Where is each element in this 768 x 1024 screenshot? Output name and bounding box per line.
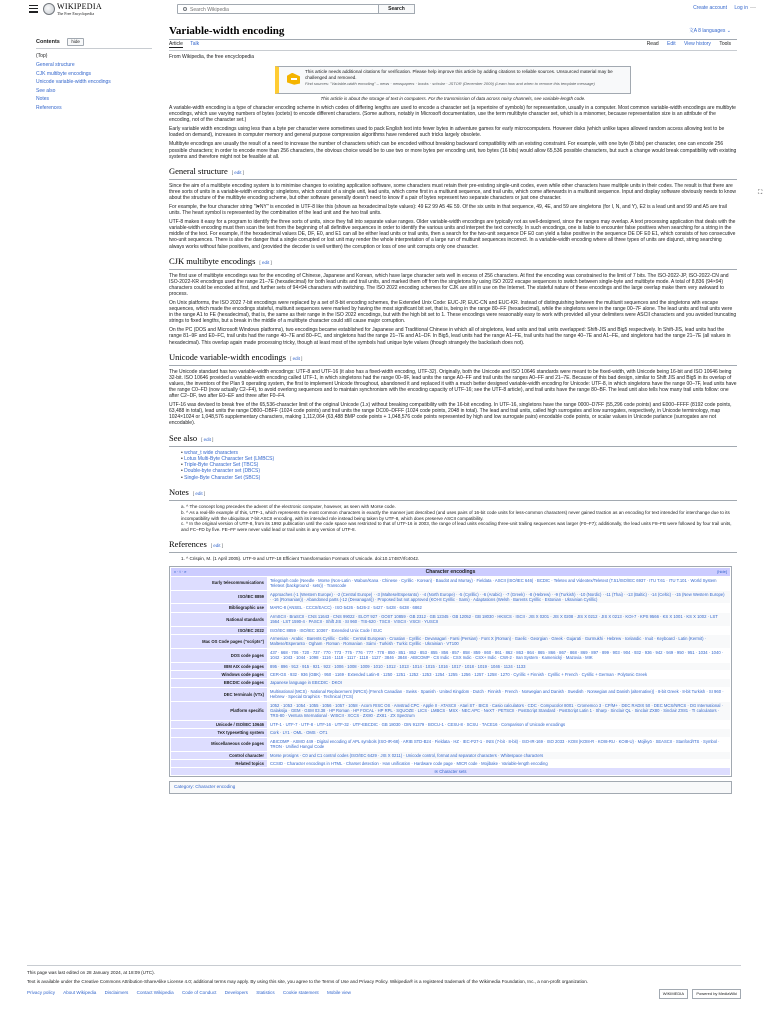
article-content xyxy=(169,25,737,794)
navbox-group[interactable]: ISO/IEC 8859 xyxy=(171,591,267,604)
tab-tools[interactable]: Tools xyxy=(719,41,731,47)
footer-link-developers[interactable]: Developers xyxy=(224,990,248,995)
navbox-row xyxy=(171,577,730,590)
navbox-row xyxy=(171,688,730,701)
section-edit-link[interactable]: [ edit ] xyxy=(192,490,206,496)
section-heading-cjk xyxy=(169,256,737,270)
navbox-footer-label[interactable]: Character sets xyxy=(439,769,467,775)
navbox-list[interactable]: Approaches (-1 (Western Europe) · -2 (Central Europe) · -3 (Maltese/Esperanto) · -4 (North Europe) · -5 (Cyrillic) · -6 (Arabic) · -7 (Greek) · -8 (Hebrew) · -9 (Turkish) · -10 (Nordic) · -11 (Thai) · -13 (Baltic) · -14 (Celtic) · -15 (New Western Europe) · -16 (Romanian)) · Abandoned parts (-12 (Devanagari)) · Proposed but not approved (KOI-8 Cyrillic · Sami) · Adaptations (Welsh · Barents Cyrillic · Estonian · Ukrainian Cyrillic) xyxy=(267,591,730,604)
section-paragraph: For example, the four character string "I♥NY" is encoded in UTF-8 like this (shown as hexadecimal byte values): 49 E2 99 A5 4E 59. Of the six units in that sequence, 49, 4E, and 59 are singletons (for I, N, and Y), E2 is a lead unit and 99 and A5 are trail units. The heart symbol is represented by the combination of the lead unit and the two trail units. xyxy=(169,203,727,217)
language-button[interactable]: 文A 8 languages ⌄ xyxy=(688,28,731,34)
navbox-group[interactable]: ISO/IEC 2022 xyxy=(171,627,267,634)
section-edit-link[interactable]: [ edit ] xyxy=(201,436,214,442)
section-title: Notes xyxy=(169,486,189,497)
logo-tagline: The Free Encyclopedia xyxy=(57,11,95,16)
table-of-contents xyxy=(36,38,152,113)
navbox-row xyxy=(171,738,730,751)
search-box xyxy=(177,4,396,14)
footer-badges xyxy=(656,989,741,999)
navbox-list[interactable]: Japanese language in EBCDIC · DKOI xyxy=(267,679,730,686)
navbox-group: Related topics xyxy=(171,760,267,767)
navbox-row xyxy=(171,591,730,604)
book-icon xyxy=(287,73,300,85)
reference-item: 1. ^ Crispin, M. (1 April 2005). UTF-9 and UTF-18 Efficient Transformation Formats of Unicode. doi:10.17487/rfc4042. xyxy=(181,555,420,561)
see-also-item[interactable]: • Double-byte character set (DBCS) xyxy=(181,468,737,474)
toc-divider xyxy=(36,48,152,49)
intro-paragraph: A variable-width encoding is a type of character encoding scheme in which codes of differing lengths are used to encode a character set (a repertoire of symbols) for representation, usually in a computer. Most common variable-width encodings are multibyte encodings, which use varying numbers of bytes (octets) to encode different characters. (Some authors, notably in Microsoft documentation, use the term multibyte character set, which is a misnomer, because representation size is an attribute of the encoding, not of the character set.) xyxy=(169,104,736,124)
section-title: CJK multibyte encodings xyxy=(169,255,256,266)
site-header xyxy=(0,0,768,20)
section-edit-link[interactable]: [ edit ] xyxy=(290,355,303,361)
see-also-item[interactable]: • Single-Byte Character Set (SBCS) xyxy=(181,475,737,481)
footer-link-contact[interactable]: Contact Wikipedia xyxy=(136,990,174,995)
ambox-find-sources[interactable]: Find sources: "Variable-width encoding" – news · newspapers · books · scholar · JSTOR (December 2009) (Learn how and when to remove this template message) xyxy=(305,81,595,87)
toc-item-top[interactable]: (Top) xyxy=(36,53,48,60)
language-count: 8 languages xyxy=(698,28,726,34)
toc-item-notes[interactable]: Notes xyxy=(36,96,50,103)
category-links xyxy=(169,781,732,793)
navbox-list[interactable]: ISO/IEC 8859 · ISO/IEC 10367 · Extended Unix Code / EUC xyxy=(270,627,383,633)
toc-item-see-also[interactable]: See also xyxy=(36,87,56,94)
section-edit-link[interactable]: [ edit ] xyxy=(231,169,245,175)
toc-item-general-structure[interactable]: General structure xyxy=(36,62,75,69)
footer-link-disclaimers[interactable]: Disclaimers xyxy=(104,990,129,995)
references-list xyxy=(181,556,737,562)
section-paragraph: Since the aim of a multibyte encoding system is to minimise changes to existing application software, some characters must retain their pre-existing single-unit codes, even while other characters have multiple units in their codes. The result is that there are three sorts of units in a variable-width encoding: singletons, which consist of a single unit, lead units, which come first in a multiunit sequence, and trail units, which come afterwards in a multiunit sequence. Input and display software obviously needs to know about the structure of the multibyte encoding scheme, but other software generally doesn't need to know if a pair of bytes represent two separate characters or just one character. xyxy=(169,182,736,201)
navbox-row xyxy=(171,604,730,611)
footer-link-mobile[interactable]: Mobile view xyxy=(326,990,351,995)
navbox-list[interactable]: Multinational (MCS) · National Replacement (NRCS) (French Canadian · Swiss · Spanish · United Kingdom · Dutch · Finnish · French · Norwegian and Danish · Swedish · Norwegian and Danish (alternative)) · 8-bit Greek · 8-bit Turkish · SI 960 · Hebrew · Special Graphics · Technical (TCS) xyxy=(270,688,724,700)
navbox-group[interactable]: Mac OS Code pages ("scripts") xyxy=(171,635,267,648)
navbox-list[interactable]: Cork · LY1 · OML · OMS · OT1 xyxy=(267,729,730,736)
section-title: See also xyxy=(169,432,198,443)
section-paragraph: The Unicode standard has two variable-width encodings: UTF-8 and UTF-16 (it also has a fixed-width encoding, UTF-32). Originally, both the Unicode and ISO 10646 standards were meant to be fixed-width, with Unicode being 16-bit and ISO 10646 being 32-bit. ISO 10646 provided a variable-width encoding called UTF-1, in which singletons had the range 00–9F, lead units the range A0–FF and trail units the ranges A0–FF and 21–7E. Because of this bad design, similar to Shift JIS and Big5 in its overlap of values, the inventors of the Plan 9 operating system, the first to implement Unicode throughout, abandoned it and replaced it with a much better designed variable-width encoding for Unicode: UTF-8, in which singletons have the range 00–7F, lead units have the range C0–FD (now actually C2–F4), to avoid overlong sequences and to maintain synchronism with the encoding capacity of UTF-16; see the UTF-8 article), and trail units have the range 80–BF. The lead unit also tells how many trail units follow: one after C2–DF, two after E0–EF and three after F0–F4. xyxy=(169,368,737,400)
navbox-group: Bibliographic use xyxy=(171,604,267,611)
navbox-list[interactable]: CER-GS · 932 · 936 (GBK) · 950 · 1169 · Extended Latin-8 · 1250 · 1251 · 1252 · 1253 · 1254 · 1255 · 1256 · 1257 · 1258 · 1270 · Cyrillic + Finnish · Cyrillic + French · Cyrillic + German · Polytonic Greek xyxy=(270,672,648,678)
navbox-group[interactable]: DOS code pages xyxy=(171,649,267,662)
toc-item-unicode[interactable]: Unicode variable-width encodings xyxy=(36,79,111,86)
navbox-vte-links[interactable]: v · t · e xyxy=(174,568,187,574)
mediawiki-badge[interactable]: Powered by MediaWiki xyxy=(692,989,741,999)
navbox-row xyxy=(171,663,730,670)
notes-list xyxy=(181,504,737,533)
footer-link-cookies[interactable]: Cookie statement xyxy=(282,990,319,995)
tab-talk[interactable]: Talk xyxy=(190,41,200,47)
wikipedia-globe-icon[interactable] xyxy=(43,3,55,15)
navbox-list[interactable]: ArmSCII · BraSCII · CNS 11643 · CNS 99022 · ELOT 927 · GOST 10859 · GB 2312 · GB 12345 · GB 12052 · GB 18030 · HKSCS · ISCII · JIS X 0201 · JIS X 0208 · JIS X 0212 · JIS X 0213 · KOI-7 · KPS 9566 · KS X 1001 · KS X 1002 · LST 1564 · LST 1590-4 · PASCII · Shift JIS · SI 960 · TIS-620 · TSCII · VISCII · VSCII · YUSCII xyxy=(267,613,730,626)
navbox-group[interactable]: EBCDIC code pages xyxy=(171,679,267,686)
more-options-icon[interactable]: ··· xyxy=(750,5,756,11)
toc-title: Contents xyxy=(36,39,60,45)
ambox-text: This article needs additional citations for verification. Please help improve this article by adding citations to reliable sources. Unsourced material may be challenged and removed. xyxy=(305,68,613,80)
toc-item-references[interactable]: References xyxy=(36,104,62,111)
section-title: Unicode variable-width encodings xyxy=(169,351,287,362)
note-item: b. ^ As a real-life example of this, UTF-1, which represents the most common characters in exactly the manner just described (and uses pairs of 16-bit code units for less-common characters) never gained traction as an encoding for text intended for interchange due to its incompatibility with the ubiquitous 7-bit ASCII encoding, with its intended role instead being taken by UTF-8, which does preserve ASCII compatibility. xyxy=(181,509,730,521)
last-edited: This page was last edited on 28 January 2024, at 18:09 (UTC). xyxy=(27,970,155,975)
navbox-list[interactable]: Telegraph code (Needle · Morse (Non-Latin · Wabun/Kana · Chinese · Cyrillic · Korean) · Baudot and Murray) · Fieldata · ASCII (ISO/IEC 646) · BCDIC · Teletex and Videotex/Teletext (T.51/ISO/IEC 6937 · ITU T.61 · ITU T.101 · World System Teletext (background · sets)) · Transcode xyxy=(270,577,717,589)
navbox-group: National standards xyxy=(171,613,267,626)
tab-read[interactable]: Read xyxy=(646,41,659,47)
navbox-list[interactable]: ABICOMP · ASMO 449 · Digital encoding of APL symbols (ISO-IR-68) · ARIB STD-B24 · Fieldata · HZ · IEC-P27-1 · INIS (7-bit · 8-bit) · ISO-IR-169 · ISO 2033 · KOI8 (KOI8-R · KOI8-RU · KOI8-U) · Mojikyō · SEASCII · Stanford/ITS · Symbol · TRON · Unified Hangul Code xyxy=(270,738,720,750)
see-also-item[interactable]: • Lotus Multi-Byte Character Set (LMBCS) xyxy=(181,456,737,462)
navbox-group[interactable]: Windows code pages xyxy=(171,671,267,678)
navbox-list[interactable]: 1052 · 1053 · 1054 · 1055 · 1056 · 1057 · 1058 · Acorn RISC OS · Amstrad CPC · Apple II · ATASCII · Atari ST · BICS · Casio calculators · CDC · Compucolor 8001 · Cromemco 3 · CP/M+ · DEC RADIX 50 · DEC MCS/NRCS · DG International · Galaksija · GEM · GSM 03.38 · HP Roman · HP FOCAL · HP RPL · SQUOZE · LICS · LMBCS · MSX · NEC APC · NeXT · PETSCII · PostScript Standard · PostScript Latin 1 · Sharp · Sinclair QL · Sinclair ZX80 · Sinclair ZX81 · TI calculators · TRS-80 · Ventura International · WISCII · XCCS · ZX80 · ZX81 · ZX Spectrum xyxy=(267,702,730,720)
footer-links xyxy=(27,990,741,996)
tabs-divider xyxy=(169,50,737,51)
intro-paragraph: Multibyte encodings are usually the result of a need to increase the number of characters which can be encoded without breaking backward compatibility with an existing constraint. For example, with one byte (8 bits) per character, one can encode 256 possible characters; in order to encode more than 256 characters, the obvious choice would be to use two or more bytes per encoding unit, two bytes (16 bits) would allow 65,536 possible characters, but such a change would break compatibility with existing systems and therefore might not be feasible at all. xyxy=(169,141,737,160)
section-title: References xyxy=(169,538,207,549)
navbox-group[interactable]: DEC terminals (VTx) xyxy=(171,688,267,701)
site-sub: From Wikipedia, the free encyclopedia xyxy=(169,54,255,60)
navbox-group: Miscellaneous code pages xyxy=(171,738,267,751)
navbox-row xyxy=(171,679,730,686)
section-paragraph: UTF-8 makes it easy for a program to identify the three sorts of units, since they fall into separate value ranges. Older variable-width encodings are typically not as well-designed, since the ranges may overlap. A text processing application that deals with the variable-width encoding must then scan the text from the beginning of all definitive sequences in order to identify the various units and interpret the text correctly. In such encodings, one is liable to encounter false positives when searching for a string in the middle of the text. For example, if the hexadecimal values DE, DF, E0, and E1 can all be either lead units or trail units, then a search for the two-unit sequence DF E0 can yield a false positive in the sequence DE DF E0 E1, which consists of two consecutive two-unit sequences. There is also the danger that a single corrupted or lost unit may render the whole interpretation of a large run of multiunit sequences incorrect. In a variable-width encoding where all three types of units are disjunct, string searching always works without false positives, and (provided the decoder is well written) the corruption or loss of one unit corrupts only one character. xyxy=(169,219,736,250)
citation-ambox xyxy=(275,66,631,94)
logo-wordmark[interactable]: WIKIPEDIA xyxy=(57,2,102,11)
note-item: a. ^ The concept long precedes the advent of the electronic computer, however, as seen with Morse code. xyxy=(181,503,396,509)
navbox-row xyxy=(171,752,730,759)
navbox-list[interactable]: UTF-1 · UTF-7 · UTF-8 · UTF-16 · UTF-32 · UTF-EBCDIC · GB 18030 · DIN 91379 · BOCU-1 · CESU-8 · SCSU · TACE16 · Comparison of Unicode encodings xyxy=(270,721,566,727)
toc-heading xyxy=(36,38,152,46)
navbox-hide-button[interactable]: [hide] xyxy=(717,568,727,574)
navbox-row xyxy=(171,721,730,728)
see-also-item[interactable]: • wchar_t wide characters xyxy=(181,450,737,456)
log-in-link[interactable]: Log in xyxy=(734,5,748,11)
navbox-list[interactable]: Morse prosigns · C0 and C1 control codes (ISO/IEC 6429 · JIS X 0211) · Unicode control, format and separator characters · Whitespace characters xyxy=(267,752,730,759)
navbox-row xyxy=(171,729,730,736)
toc-hide-button[interactable]: hide xyxy=(67,38,84,46)
category-item[interactable]: Character encoding xyxy=(195,784,236,790)
navbox-group[interactable]: Control character xyxy=(171,752,267,759)
page-tabs xyxy=(169,41,737,50)
navbox-group[interactable]: Unicode / ISO/IEC 10646 xyxy=(171,721,267,728)
navbox-group: Early telecommunications xyxy=(171,577,267,590)
intro-paragraph: Early variable width encodings using less than a byte per character were sometimes used to pack English text into fewer bytes in adventure games for early microcomputers. However disks (which unlike tapes allowed random access allowing text to be loaded on demand), increases in computer memory and general purpose compression algorithms have rendered such tricks largely obsolete. xyxy=(169,126,725,139)
wikimedia-badge[interactable]: WIKIMEDIA xyxy=(659,989,688,999)
page-title: Variable-width encoding xyxy=(169,25,285,37)
navbox-row xyxy=(171,760,730,767)
create-account-link[interactable]: Create account xyxy=(693,5,727,11)
navbox-list[interactable]: 437 · 668 · 706 · 720 · 737 · 770 · 773 · 775 · 776 · 777 · 778 · 850 · 851 · 852 · 853 · 855 · 856 · 857 · 858 · 859 · 860 · 861 · 862 · 863 · 864 · 865 · 866 · 867 · 868 · 869 · 897 · 899 · 903 · 904 · 932 · 936 · 942 · 949 · 950 · 951 · 1034 · 1040 · 1042 · 1043 · 1044 · 1098 · 1116 · 1118 · 1117 · 1118 · 1127 · 3846 · 3848 · ABICOMP · CS Indic · CSX Indic · CSX+ Indic · CWI-2 · Iran System · Kamenický · Mazovia · MIK xyxy=(270,649,724,661)
license-text: Text is available under the Creative Commons Attribution-ShareAlike License 4.0; additional terms may apply. By using this site, you agree to the Terms of Use and Privacy Policy. Wikipedia® is a registered trademark of the Wikimedia Foundation, Inc., a non-profit organization. xyxy=(27,979,589,984)
section-heading-references xyxy=(169,539,737,553)
see-also-item[interactable]: • Triple-Byte Character Set (TBCS) xyxy=(181,462,737,468)
navbox-footer[interactable]: ✉ Character sets xyxy=(171,768,730,775)
search-icon xyxy=(183,7,187,11)
search-input[interactable] xyxy=(190,6,350,13)
navbox-title[interactable]: Character encodings xyxy=(425,568,476,575)
see-also-list xyxy=(181,450,737,481)
search-button[interactable]: Search xyxy=(378,4,415,14)
section-paragraph: On Unix platforms, the ISO 2022 7-bit encodings were replaced by a set of 8-bit encoding schemes, the Extended Unix Code: EUC-JP, EUC-CN and EUC-KR. Instead of distinguishing between the multiunit sequences and the singletons with escape sequences, which made the encodings stateful, multiunit sequences were marked by having the most significant bit set, that is, being in the range 80–FF (hexadecimal), while the singletons were in the range 00–7F alone. The lead units and trail units were in the range A1 to FE (hexadecimal), that is, the same as their range in the ISO 2022 encodings, but with the high bit set to 1. These encodings were reasonably easy to work with provided all your delimiters were ASCII characters and you avoided truncating strings to fixed lengths, but a break in the middle of a multibyte character could still cause major corruption. xyxy=(169,300,737,325)
footer-link-statistics[interactable]: Statistics xyxy=(256,990,275,995)
note-item: c. ^ In the original version of UTF-8, from its 1992 publication until the code space was restricted to that of UTF-16 in 2003, the range of lead units encoding three-unit trailing sequences was larger (F0–F7); additionally, the lead units F8–FB were followed by four trail units, and FC–FD by five. FE–FF were never valid lead or trail units in any version of UTF-8. xyxy=(181,521,732,533)
footer-link-about[interactable]: About Wikipedia xyxy=(63,990,97,995)
section-heading-general xyxy=(169,166,737,180)
section-paragraph: On the PC (DOS and Microsoft Windows platforms), two encodings became established for Japanese and Traditional Chinese in which all of singletons, lead units and trail units overlapped: Shift-JIS and Big5 respectively. In Shift-JIS, lead units had the range 81–9F and E0–FC, trail units had the range 40–7E and 80–FC, and singletons had the range 21–7E and A1–DF. In Big5, lead units had the range A1–FE, trail units had the range 40–7E and A1–FE, and singletons had the range 21–7E (all values in hexadecimal). This overlap again made processing tricky, though at least most of the symbols had unique byte values (though strangely the backslash does not). xyxy=(169,327,731,346)
navbox-group[interactable]: TeX typesetting system xyxy=(171,729,267,736)
navbox-group: Platform specific xyxy=(171,702,267,720)
section-edit-link[interactable]: [ edit ] xyxy=(210,542,224,548)
expand-icon[interactable]: ⛶ xyxy=(758,190,763,196)
navbox-list[interactable]: 895 · 896 · 912 · 915 · 921 · 922 · 1006 · 1008 · 1009 · 1010 · 1012 · 1013 · 1014 · 1015 · 1016 · 1017 · 1018 · 1019 · 1046 · 1124 · 1133 xyxy=(267,663,730,670)
footer-divider xyxy=(27,965,741,966)
page-footer xyxy=(27,965,741,996)
navbox-row xyxy=(171,635,730,648)
tab-history[interactable]: View history xyxy=(684,41,711,47)
footer-link-conduct[interactable]: Code of Conduct xyxy=(181,990,217,995)
tab-article[interactable]: Article xyxy=(169,41,183,47)
hatnote: This article is about the storage of text in computers. For the transmission of data across noisy channels, see variable-length code. xyxy=(320,95,586,101)
section-heading-unicode xyxy=(169,352,737,366)
navbox-title-bar xyxy=(171,568,730,576)
navbox-row xyxy=(171,613,730,626)
section-heading-notes xyxy=(169,487,737,501)
section-heading-see-also xyxy=(169,433,737,447)
navbox-list[interactable]: MARC-8 (ANSEL · CCCII/EACC) · ISO 5426 · 5426-2 · 5427 · 5428 · 6438 · 6862 xyxy=(270,605,422,611)
section-paragraph: UTF-16 was devised to break free of the 65,536-character limit of the original Unicode (1.x) without breaking compatibility with the 16-bit encoding. In UTF-16, singletons have the range 0000–D7FF (55,296 code points) and E000–FFFF (8192 code points, 63,488 in total), lead units the range D800–DBFF (1024 code points) and trail units the range DC00–DFFF (1024 code points, 2048 in total). The lead and trail units, called high surrogates and low surrogates, respectively, in Unicode terminology, map 1024×1024 or 1,048,576 supplementary characters, making 1,112,064 (63,488 BMP code points + 1,048,576 code points represented by high and low surrogate pairs) encodable code points, or scalar values in Unicode parlance (surrogates are not encodable). xyxy=(169,402,732,427)
navbox-character-encodings xyxy=(169,566,732,778)
navbox-row xyxy=(171,671,730,678)
navbox-group[interactable]: IBM AIX code pages xyxy=(171,663,267,670)
section-title: General structure xyxy=(169,165,228,176)
section-edit-link[interactable]: [ edit ] xyxy=(259,259,272,265)
tab-edit[interactable]: Edit xyxy=(667,41,676,47)
section-paragraph: The first use of multibyte encodings was for the encoding of Chinese, Japanese and Korean, which have large character sets well in excess of 256 characters. At first the encoding was constrained to the limit of 7 bits. The ISO-2022-JP, ISO-2022-CN and ISO-2022-KR encodings used the range 21–7E (hexadecimal) for both lead units and trail units, and marked them off from the singletons by using ISO 2022 escape sequences to switch between single-byte and multibyte mode. A total of 8,836 (94×94) characters could be encoded at first, and further sets of 94×94 characters with switching. The ISO 2022 encoding schemes for CJK are still in use on the Internet. The stateful nature of these encodings and the large overlap make them very awkward to process. xyxy=(169,272,729,297)
personal-tools xyxy=(687,5,748,12)
navbox-row xyxy=(171,649,730,662)
footer-link-privacy[interactable]: Privacy policy xyxy=(27,990,56,995)
toc-item-cjk[interactable]: CJK multibyte encodings xyxy=(36,70,92,77)
navbox-row xyxy=(171,627,730,634)
category-label[interactable]: Category: xyxy=(174,784,194,790)
main-menu-icon[interactable] xyxy=(29,5,38,13)
navbox-list[interactable]: Armenian · Arabic · Barents Cyrillic · Celtic · Central European · Croatian · Cyrillic · Devanagari · Farsi (Persian) · Font X (Roman) · Gaelic · Georgian · Greek · Gujarati · Gurmukhi · Hebrew · Icelandic · Inuit · Keyboard · Latin (Kermit) · Maltese/Esperanto · Ogham · Roman · Romanian · Sámi · Turkish · Turkic Cyrillic · Ukrainian · VT100 xyxy=(267,635,730,648)
navbox-list[interactable]: CCSID · Character encodings in HTML · Charset detection · Han unification · Hardware code page · MICR code · Mojibake · Variable-length encoding xyxy=(270,760,548,766)
title-divider xyxy=(169,39,737,40)
navbox-row xyxy=(171,702,730,720)
